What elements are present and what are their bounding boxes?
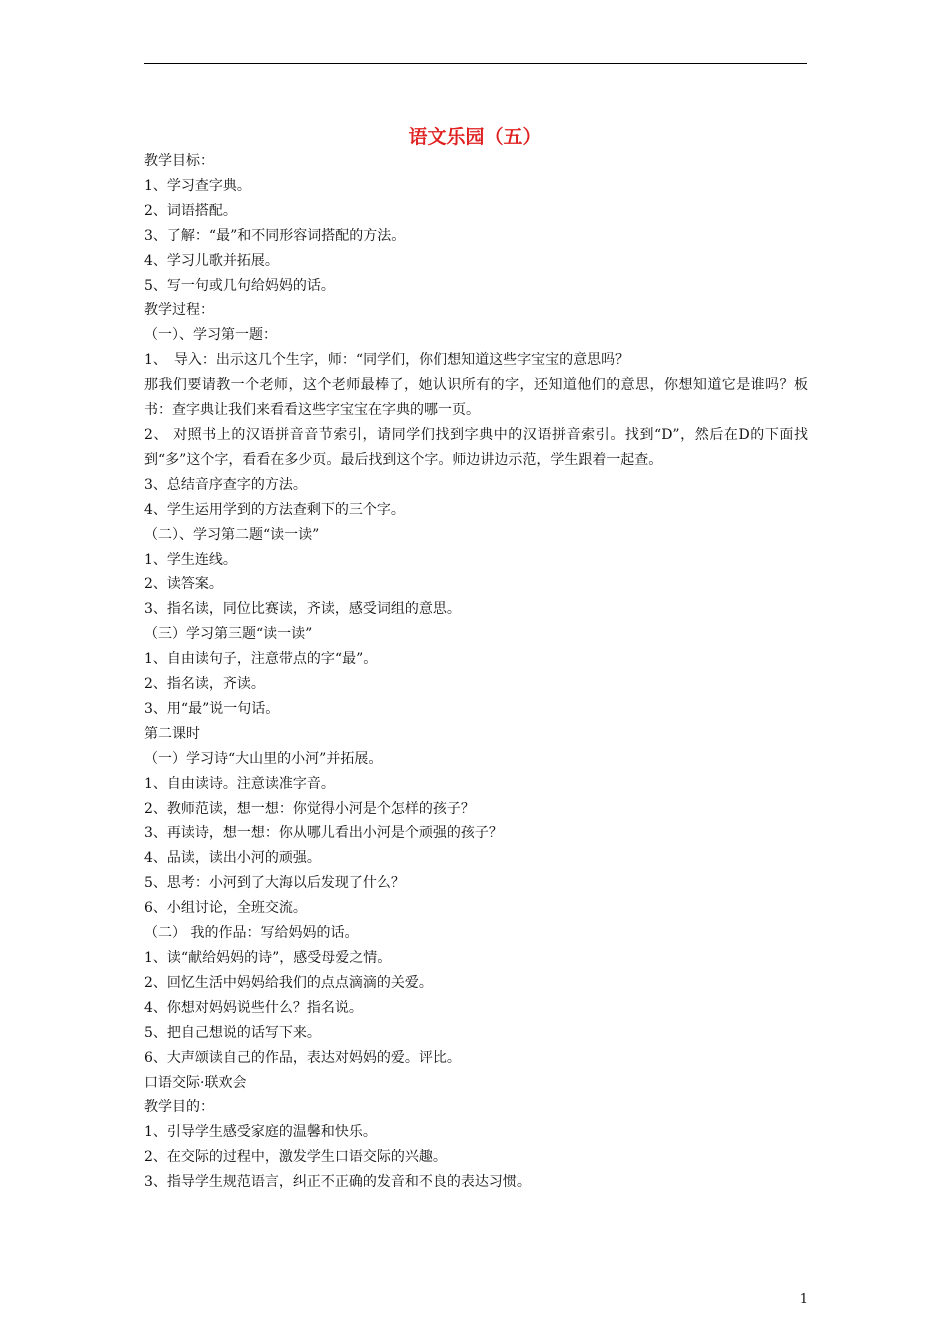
process-step: 6、大声颂读自己的作品，表达对妈妈的爱。评比。	[144, 1049, 461, 1066]
process-step: 4、你想对妈妈说些什么？指名说。	[144, 999, 363, 1016]
subsection-heading: （三）学习第三题“读一读”	[144, 626, 313, 643]
process-step: 3、用“最”说一句话。	[144, 700, 280, 717]
header-rule	[144, 63, 807, 64]
document-body	[144, 149, 808, 1195]
subsection-heading: （二） 我的作品：写给妈妈的话。	[144, 925, 359, 942]
objective-item: 4、学习儿歌并拓展。	[144, 252, 279, 269]
process-step: 5、思考：小河到了大海以后发现了什么？	[144, 875, 405, 892]
subsection-heading: （二）、学习第二题“读一读”	[144, 526, 320, 543]
process-step: 1、自由读诗。注意读准字音。	[144, 775, 335, 792]
process-step: 3、指名读，同位比赛读，齐读，感受词组的意思。	[144, 601, 461, 618]
purpose-item: 3、指导学生规范语言，纠正不正确的发音和不良的表达习惯。	[144, 1174, 531, 1191]
process-step: 5、把自己想说的话写下来。	[144, 1024, 321, 1041]
section-heading-second-lesson: 第二课时	[144, 725, 200, 742]
process-step: 2、指名读，齐读。	[144, 676, 265, 693]
objective-item: 3、了解：“最”和不同形容词搭配的方法。	[144, 227, 406, 244]
process-step: 1、自由读句子，注意带点的字“最”。	[144, 651, 378, 668]
process-step: 1、读“献给妈妈的诗”，感受母爱之情。	[144, 950, 392, 966]
document-title: 语文乐园（五）	[408, 126, 542, 148]
process-step: 3、总结音序查字的方法。	[144, 476, 307, 493]
section-heading-objectives: 教学目标：	[144, 153, 214, 169]
process-step: 3、再读诗，想一想：你从哪儿看出小河是个顽强的孩子？	[144, 825, 503, 842]
process-step: 1、 导入：出示这几个生字，师：“同学们，你们想知道这些字宝宝的意思吗？	[144, 352, 630, 369]
process-step: 4、品读，读出小河的顽强。	[144, 850, 321, 867]
process-paragraph: 2、 对照书上的汉语拼音音节索引，请同学们找到字典中的汉语拼音索引。找到“D”，然后在D的下面找到“多”这个字，看看在多少页。最后找到这个字。师边讲边示范，学生跟着一起查。	[144, 426, 808, 468]
subsection-heading: （一）、学习第一题：	[144, 327, 277, 344]
subsection-heading: （一）学习诗“大山里的小河”并拓展。	[144, 750, 383, 767]
section-heading-teaching-purpose: 教学目的：	[144, 1099, 214, 1116]
process-step: 6、小组讨论，全班交流。	[144, 900, 307, 917]
section-heading-process: 教学过程：	[144, 302, 214, 319]
objective-item: 5、写一句或几句给妈妈的话。	[144, 277, 335, 294]
objective-item: 2、词语搭配。	[144, 202, 237, 219]
section-heading-oral-communication: 口语交际·联欢会	[144, 1074, 247, 1091]
process-paragraph: 那我们要请教一个老师，这个老师最棒了，她认识所有的字，还知道他们的意思，你想知道它是谁吗？板书：查字典让我们来看看这些字宝宝在字典的哪一页。	[144, 377, 808, 419]
objective-item: 1、学习查字典。	[144, 177, 251, 194]
process-step: 2、回忆生活中妈妈给我们的点点滴滴的关爱。	[144, 974, 433, 991]
purpose-item: 1、引导学生感受家庭的温馨和快乐。	[144, 1124, 377, 1141]
page-number: 1	[799, 1292, 808, 1307]
process-step: 1、学生连线。	[144, 551, 237, 568]
purpose-item: 2、在交际的过程中，激发学生口语交际的兴趣。	[144, 1149, 447, 1166]
process-step: 4、学生运用学到的方法查剩下的三个字。	[144, 501, 405, 518]
process-step: 2、读答案。	[144, 576, 223, 593]
process-step: 2、教师范读，想一想：你觉得小河是个怎样的孩子？	[144, 800, 475, 817]
